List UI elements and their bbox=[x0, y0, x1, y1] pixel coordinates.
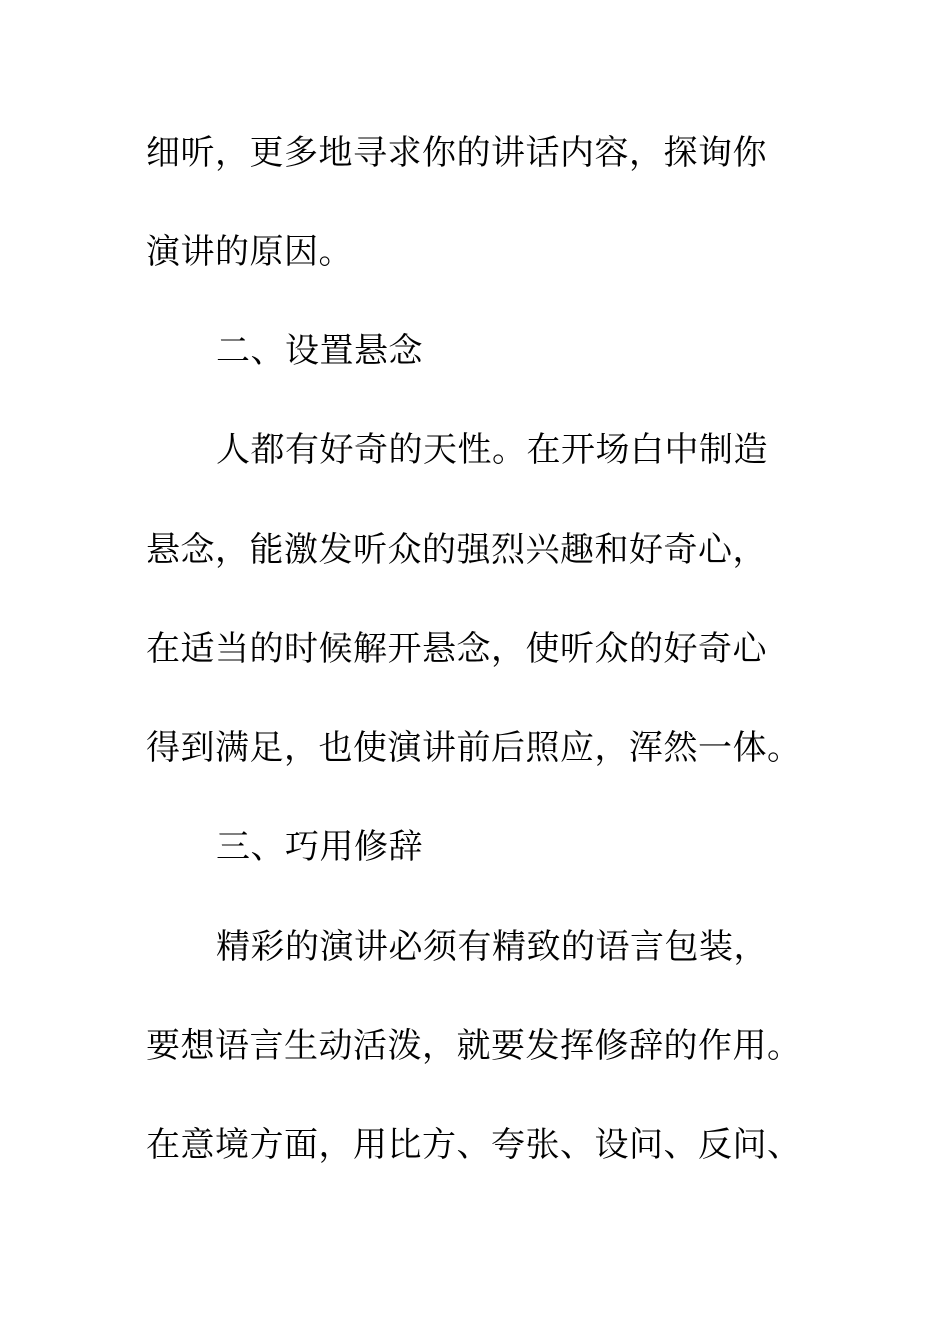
text-line: 人都有好奇的天性。在开场白中制造 bbox=[216, 430, 768, 470]
section-heading: 二、设置悬念 bbox=[216, 331, 423, 371]
text-line: 得到满足，也使演讲前后照应，浑然一体。 bbox=[146, 728, 802, 768]
text-line: 细听，更多地寻求你的讲话内容，探询你 bbox=[146, 133, 767, 173]
text-line: 精彩的演讲必须有精致的语言包装， bbox=[216, 927, 768, 967]
text-line: 在意境方面，用比方、夸张、设问、反问、 bbox=[146, 1125, 802, 1165]
text-line: 在适当的时候解开悬念，使听众的好奇心 bbox=[146, 629, 767, 669]
text-line: 悬念，能激发听众的强烈兴趣和好奇心， bbox=[146, 530, 767, 570]
text-line: 要想语言生动活泼，就要发挥修辞的作用。 bbox=[146, 1026, 802, 1066]
text-line: 演讲的原因。 bbox=[146, 232, 353, 272]
section-heading: 三、巧用修辞 bbox=[216, 827, 423, 867]
